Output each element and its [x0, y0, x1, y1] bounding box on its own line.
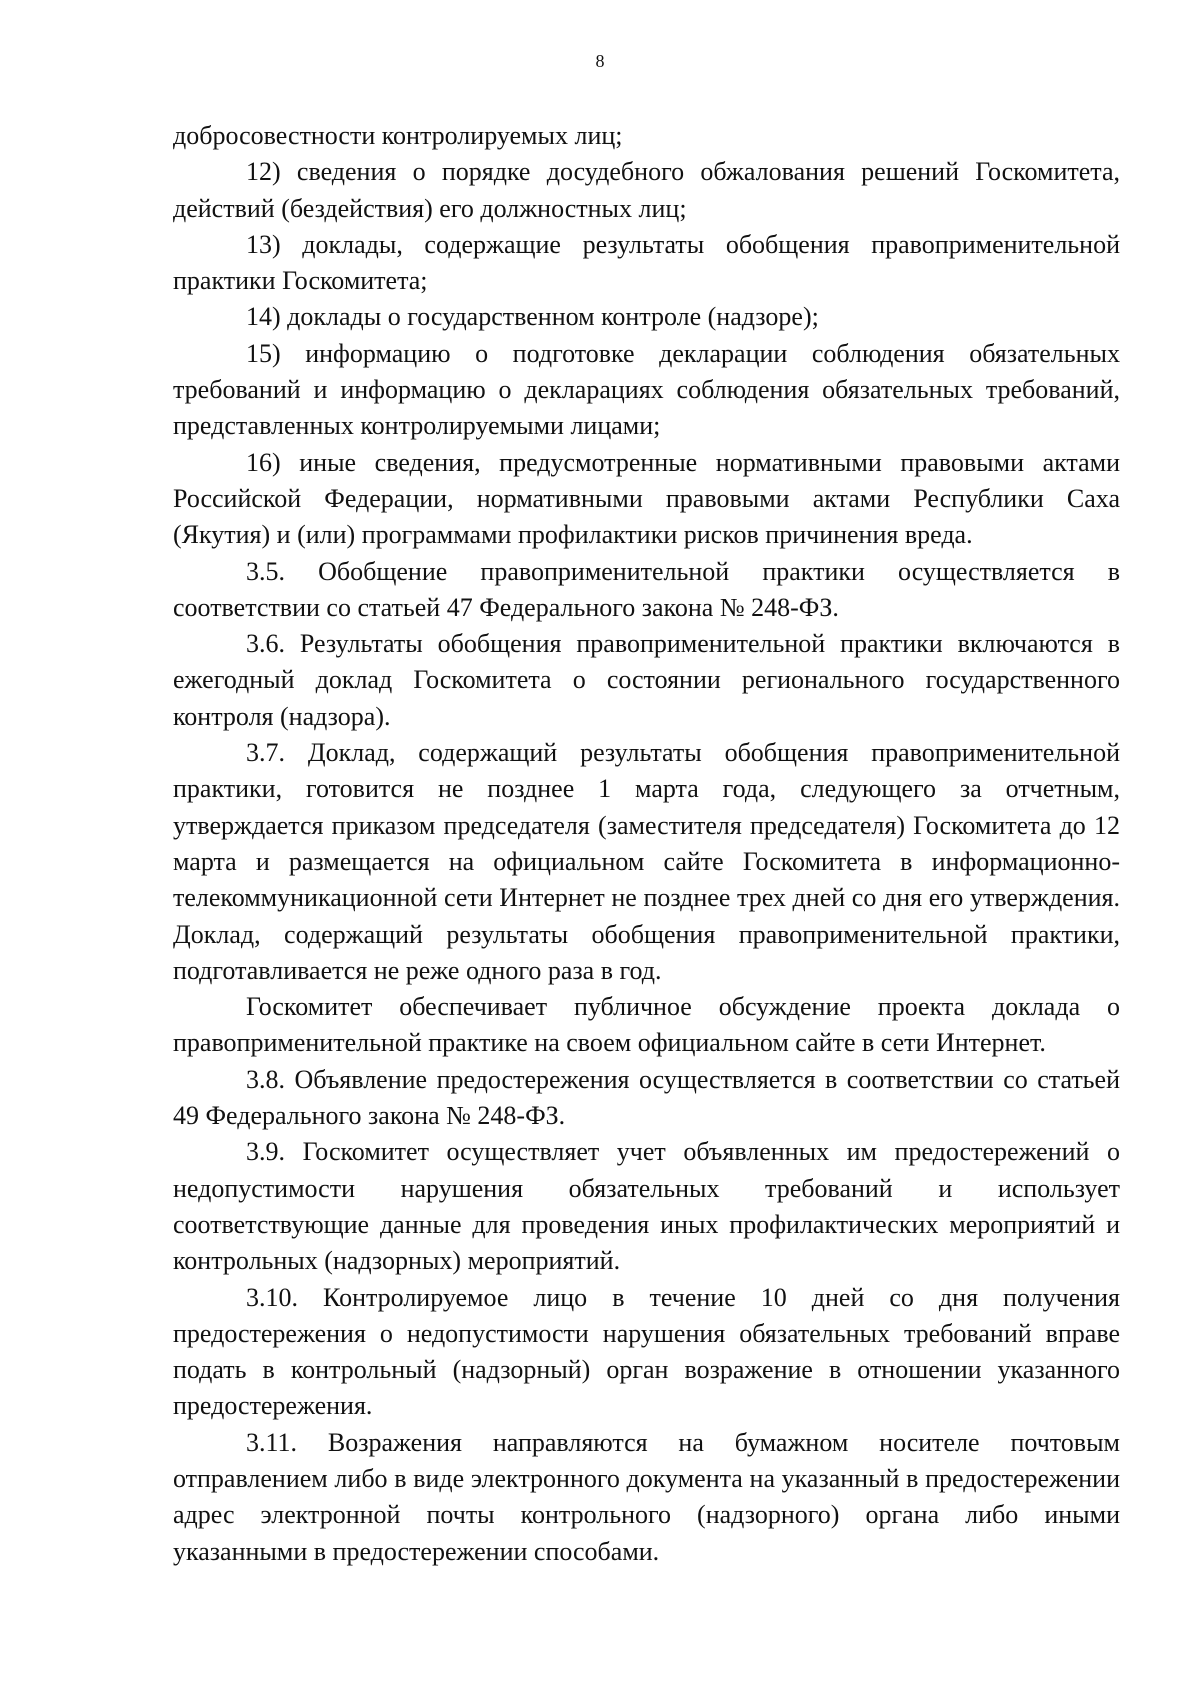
paragraph-item-14: 14) доклады о государственном контроле (надзоре); — [246, 302, 819, 332]
paragraph-item-15: 15) информацию о подготовке декларации соблюдения обязательных требований и информацию о декларациях соблюдения обязательных требований, представленных контролируемыми лицами; — [173, 338, 1120, 441]
paragraph-3-6: 3.6. Результаты обобщения правоприменительной практики включаются в ежегодный доклад Госкомитета о состоянии регионального государственного контроля (надзора). — [173, 629, 1120, 731]
paragraph-3-10: 3.10. Контролируемое лицо в течение 10 дней со дня получения предостережения о недопустимости нарушения обязательных требований вправе подать в контрольный (надзорный) орган возражение в отношении указанного предостережения. — [173, 1282, 1120, 1421]
document-body — [173, 118, 1120, 1570]
paragraph-item-12: 12) сведения о порядке досудебного обжалования решений Госкомитета, действий (бездействия) его должностных лиц; — [173, 157, 1120, 223]
paragraph-public-discussion: Госкомитет обеспечивает публичное обсуждение проекта доклада о правоприменительной практике на своем официальном сайте в сети Интернет. — [173, 992, 1120, 1058]
page-number: 8 — [595, 51, 605, 71]
paragraph-3-7: 3.7. Доклад, содержащий результаты обобщения правоприменительной практики, готовится не позднее 1 марта года, следующего за отчетным, утверждается приказом председателя (заместителя председателя) Госкомитета до 12 марта и размещается на официальном сайте Госкомитета в информационно-телекоммуникационной сети Интернет не позднее трех дней со дня его утверждения. Доклад, содержащий результаты обобщения правоприменительной практики, подготавливается не реже одного раза в год. — [173, 738, 1120, 985]
paragraph-3-5: 3.5. Обобщение правоприменительной практики осуществляется в соответствии со статьей 47 Федерального закона № 248-ФЗ. — [173, 556, 1120, 622]
paragraph-item-13: 13) доклады, содержащие результаты обобщения правоприменительной практики Госкомитета; — [173, 229, 1120, 296]
paragraph-continuation: добросовестности контролируемых лиц; — [173, 121, 623, 150]
paragraph-3-9: 3.9. Госкомитет осуществляет учет объявленных им предостережений о недопустимости нарушения обязательных требований и использует соответствующие данные для проведения иных профилактических мероприятий и контрольных (надзорных) мероприятий. — [173, 1137, 1120, 1276]
paragraph-3-8: 3.8. Объявление предостережения осуществляется в соответствии со статьей 49 Федерального закона № 248-ФЗ. — [173, 1064, 1120, 1131]
paragraph-3-11: 3.11. Возражения направляются на бумажном носителе почтовым отправлением либо в виде электронного документа на указанный в предостережении адрес электронной почты контрольного (надзорного) органа либо иными указанными в предостережении способами. — [173, 1427, 1120, 1566]
paragraph-item-16: 16) иные сведения, предусмотренные нормативными правовыми актами Российской Федерации, нормативными правовыми актами Республики Саха (Якутия) и (или) программами профилактики рисков причинения вреда. — [173, 447, 1120, 550]
